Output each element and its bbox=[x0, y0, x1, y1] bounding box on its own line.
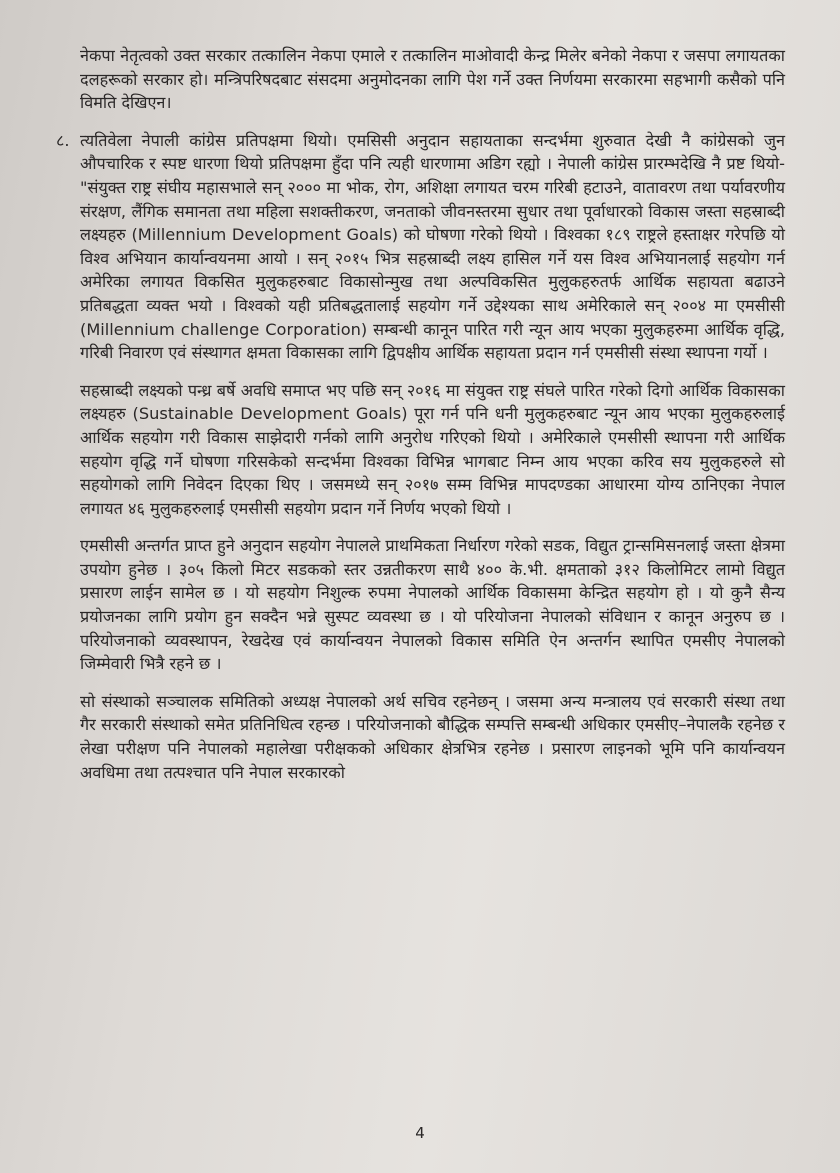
page-number: 4 bbox=[415, 1124, 425, 1142]
paragraph-mcc-grant bbox=[80, 534, 785, 676]
document-body bbox=[56, 44, 785, 798]
item-number: ८. bbox=[56, 130, 70, 150]
paragraph-text: सो संस्थाको सञ्चालक समितिको अध्यक्ष नेपालको अर्थ सचिव रहनेछन् । जसमा अन्य मन्त्रालय एवं सरकारी संस्था तथा गैर सरकारी संस्थाको समेत प्रतिनिधित्व रहन्छ । परियोजनाको बौद्धिक सम्पत्ति सम्बन्धी अधिकार एमसीए–नेपालकै रहनेछ र लेखा परीक्षण पनि नेपालको महालेखा परीक्षकको अधिकार क्षेत्रभित्र रहनेछ । प्रसारण लाइनको भूमि पनि कार्यान्वयन अवधिमा तथा तत्पश्चात पनि नेपाल सरकारको bbox=[80, 691, 785, 782]
paragraph-text: सहस्राब्दी लक्ष्यको पन्ध्र बर्षे अवधि समाप्त भए पछि सन् २०१६ मा संयुक्त राष्ट्र संघले पारित गरेको दिगो आर्थिक विकासका लक्ष्यहरु (Sustainable Development Goals) पूरा गर्न पनि धनी मुलुकहरुबाट न्यून आय भएका मुलुकहरुलाई आर्थिक सहयोग गरी विकास साझेदारी गर्नको लागि अनुरोध गरिएको थियो । अमेरिकाले एमसीसी स्थापना गरी आर्थिक सहयोग वृद्धि गर्ने घोषणा गरिसकेको सन्दर्भमा विश्वका विभिन्न भागबाट निम्न आय भएका करिव सय मुलुकहरुले सो सहयोगको लागि निवेदन दिएका थिए । जसमध्ये सन् २०१७ सम्म विभिन्न मापदण्डका आधारमा योग्य ठानिएका नेपाल लगायत ४६ मुलुकहरुलाई एमसीसी सहयोग प्रदान गर्ने निर्णय भएको थियो । bbox=[80, 380, 785, 518]
paragraph-intro bbox=[80, 44, 785, 115]
paragraph-sdg bbox=[80, 379, 785, 521]
paragraph-board bbox=[80, 690, 785, 784]
paragraph-text: त्यतिवेला नेपाली कांग्रेस प्रतिपक्षमा थियो। एमसिसी अनुदान सहायताका सन्दर्भमा शुरुवात देखी नै कांग्रेसको जुन औपचारिक र स्पष्ट धारणा थियो प्रतिपक्षमा हुँदा पनि त्यही धारणामा अडिग रह्यो । नेपाली कांग्रेस प्रारम्भदेखि नै प्रष्ट थियो- "संयुक्त राष्ट्र संघीय महासभाले सन् २००० मा भोक, रोग, अशिक्षा लगायत चरम गरिबी हटाउने, वातावरण तथा पर्यावरणीय संरक्षण, लैंगिक समानता तथा महिला सशक्तीकरण, जनताको जीवनस्तरमा सुधार तथा पूर्वाधारको विकास जस्ता सहस्राब्दी लक्ष्यहरु (Millennium Development Goals) को घोषणा गरेको थियो । विश्वका १८९ राष्ट्रले हस्ताक्षर गरेपछि यो विश्व अभियान कार्यान्वयनमा आयो । सन् २०१५ भित्र सहस्राब्दी लक्ष्य हासिल गर्ने यस विश्व अभियानलाई सहयोग गर्न अमेरिका लगायत विकसित मुलुकहरुबाट विकासोन्मुख तथा अल्पविकसित मुलुकहरुतर्फ आर्थिक सहायता बढाउने प्रतिबद्धता व्यक्त भयो । विश्वको यही प्रतिबद्धतालाई सहयोग गर्ने उद्देश्यका साथ अमेरिकाले सन् २००४ मा एमसीसी (Millennium challenge Corporation) सम्बन्धी कानून पारित गरी न्यून आय भएका मुलुकहरुमा आर्थिक वृद्धि, गरिबी निवारण एवं संस्थागत क्षमता विकासका लागि द्विपक्षीय आर्थिक सहायता प्रदान गर्न एमसीसी संस्था स्थापना गर्यो । bbox=[80, 130, 785, 363]
paragraph-item-8 bbox=[56, 129, 785, 365]
paragraph-text: नेकपा नेतृत्वको उक्त सरकार तत्कालिन नेकपा एमाले र तत्कालिन माओवादी केन्द्र मिलेर बनेको नेकपा र जसपा लगायतका दलहरूको सरकार हो। मन्त्रिपरिषदबाट संसदमा अनुमोदनका लागि पेश गर्ने उक्त निर्णयमा सरकारमा सहभागी कसैको पनि विमति देखिएन। bbox=[80, 46, 785, 113]
paragraph-text: एमसीसी अन्तर्गत प्राप्त हुने अनुदान सहयोग नेपालले प्राथमिकता निर्धारण गरेको सडक, विद्युत ट्रान्समिसनलाई जस्ता क्षेत्रमा उपयोग हुनेछ । ३०५ किलो मिटर सडकको स्तर उन्नतीकरण साथै ४०० के.भी. क्षमताको ३१२ किलोमिटर लामो विद्युत प्रसारण लाईन सामेल छ । यो सहयोग निशुल्क रुपमा नेपालको आर्थिक विकासमा केन्द्रित सहयोग हो । यो कुनै सैन्य प्रयोजनका लागि प्रयोग हुन सक्दैन भन्ने सुस्पट व्यवस्था छ । यो परियोजना नेपालको संविधान र कानून अनुरुप छ । परियोजनाको व्यवस्थापन, रेखदेख एवं कार्यान्वयन नेपालको विकास समिति ऐन अन्तर्गन स्थापित एमसीए नेपालको जिम्मेवारी भित्रै रहने छ । bbox=[80, 536, 785, 674]
